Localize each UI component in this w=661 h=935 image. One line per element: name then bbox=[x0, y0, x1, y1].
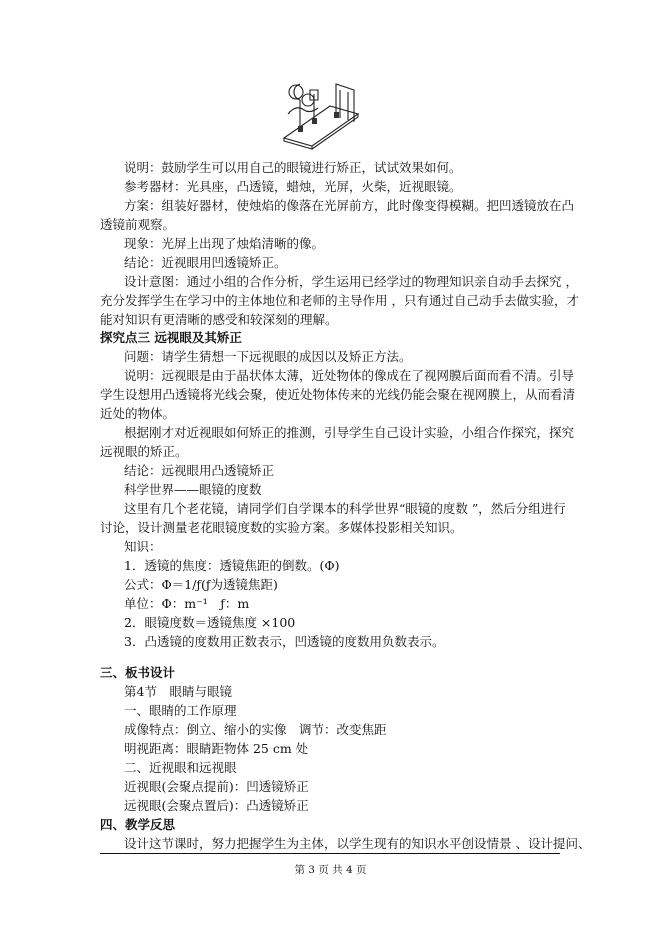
text-line: 方案：组装好器材，使烛焰的像落在光屏前方，此时像变得模糊。把凹透镜放在凸 bbox=[124, 198, 575, 213]
text-line: 透镜前观察。 bbox=[100, 217, 176, 232]
text-line: 这里有几个老花镜，请同学们自学课本的科学世界“眼镜的度数 ”，然后分组进行 bbox=[124, 501, 566, 516]
section-heading: 四、教学反思 bbox=[100, 817, 176, 832]
text-line: 远视眼的矫正。 bbox=[100, 444, 188, 459]
text-line: 二、近视眼和远视眼 bbox=[124, 760, 237, 775]
text-line: 说明：鼓励学生可以用自己的眼镜进行矫正，试试效果如何。 bbox=[124, 160, 462, 175]
text-line: 根据刚才对近视眼如何矫正的推测，引导学生自己设计实验，小组合作探究，探究 bbox=[124, 425, 575, 440]
text-line: 成像特点：倒立、缩小的实像 调节：改变焦距 bbox=[124, 722, 387, 737]
section-heading: 三、板书设计 bbox=[100, 665, 176, 680]
text-line: 学生设想用凸透镜将光线会聚，使近处物体传来的光线仍能会聚在视网膜上，从而看清 bbox=[100, 387, 576, 402]
text-line: 1．透镜的焦度：透镜焦距的倒数。(Φ) bbox=[124, 558, 340, 573]
section-heading: 探究点三 远视眼及其矫正 bbox=[100, 330, 242, 345]
text-line: 能对知识有更清晰的感受和较深刻的理解。 bbox=[100, 312, 338, 327]
text-line: 知识： bbox=[124, 539, 162, 554]
text-line: 讨论，设计测量老花眼镜度数的实验方案。多媒体投影相关知识。 bbox=[100, 520, 463, 535]
text-line: 参考器材：光具座，凸透镜，蜡烛，光屏，火柴，近视眼镜。 bbox=[124, 179, 462, 194]
text-line: 一、眼睛的工作原理 bbox=[124, 703, 237, 718]
text-line: 科学世界——眼镜的度数 bbox=[124, 482, 262, 497]
text-line: 充分发挥学生在学习中的主体地位和老师的主导作用 ，只有通过自己动手去做实验，才 bbox=[100, 293, 579, 308]
text-line: 问题：请学生猜想一下远视眼的成因以及矫正方法。 bbox=[124, 349, 412, 364]
text-line: 设计这节课时，努力把握学生为主体，以学生现有的知识水平创设情景 、设计提问、 bbox=[124, 836, 591, 851]
text-line: 第4节 眼睛与眼镜 bbox=[124, 684, 232, 699]
optical-bench-figure bbox=[278, 78, 362, 150]
text-line: 远视眼(会聚点置后)：凸透镜矫正 bbox=[124, 798, 309, 813]
text-line: 公式：Φ＝1/ƒ(ƒ为透镜焦距) bbox=[124, 577, 278, 592]
text-line: 近处的物体。 bbox=[100, 406, 176, 421]
page-number: 第 3 页 共 4 页 bbox=[294, 864, 367, 876]
text-line: 设计意图：通过小组的合作分析，学生运用已经学过的物理知识亲自动手去探究 ， bbox=[124, 274, 578, 289]
text-line: 结论：远视眼用凸透镜矫正 bbox=[124, 463, 275, 478]
text-line: 近视眼(会聚点提前)：凹透镜矫正 bbox=[124, 779, 309, 794]
text-line: 现象：光屏上出现了烛焰清晰的像。 bbox=[124, 236, 325, 251]
footer-divider bbox=[100, 853, 560, 854]
text-line: 明视距离：眼睛距物体 25 cm 处 bbox=[124, 741, 309, 756]
text-line: 结论：近视眼用凹透镜矫正。 bbox=[124, 255, 287, 270]
text-line: 说明：远视眼是由于晶状体太薄，近处物体的像成在了视网膜后面而看不清。引导 bbox=[124, 368, 575, 383]
text-line: 2．眼镜度数＝透镜焦度 ×100 bbox=[124, 615, 296, 630]
text-line: 单位：Φ：m⁻¹ ƒ：m bbox=[124, 596, 250, 611]
text-line: 3．凸透镜的度数用正数表示，凹透镜的度数用负数表示。 bbox=[124, 634, 445, 649]
